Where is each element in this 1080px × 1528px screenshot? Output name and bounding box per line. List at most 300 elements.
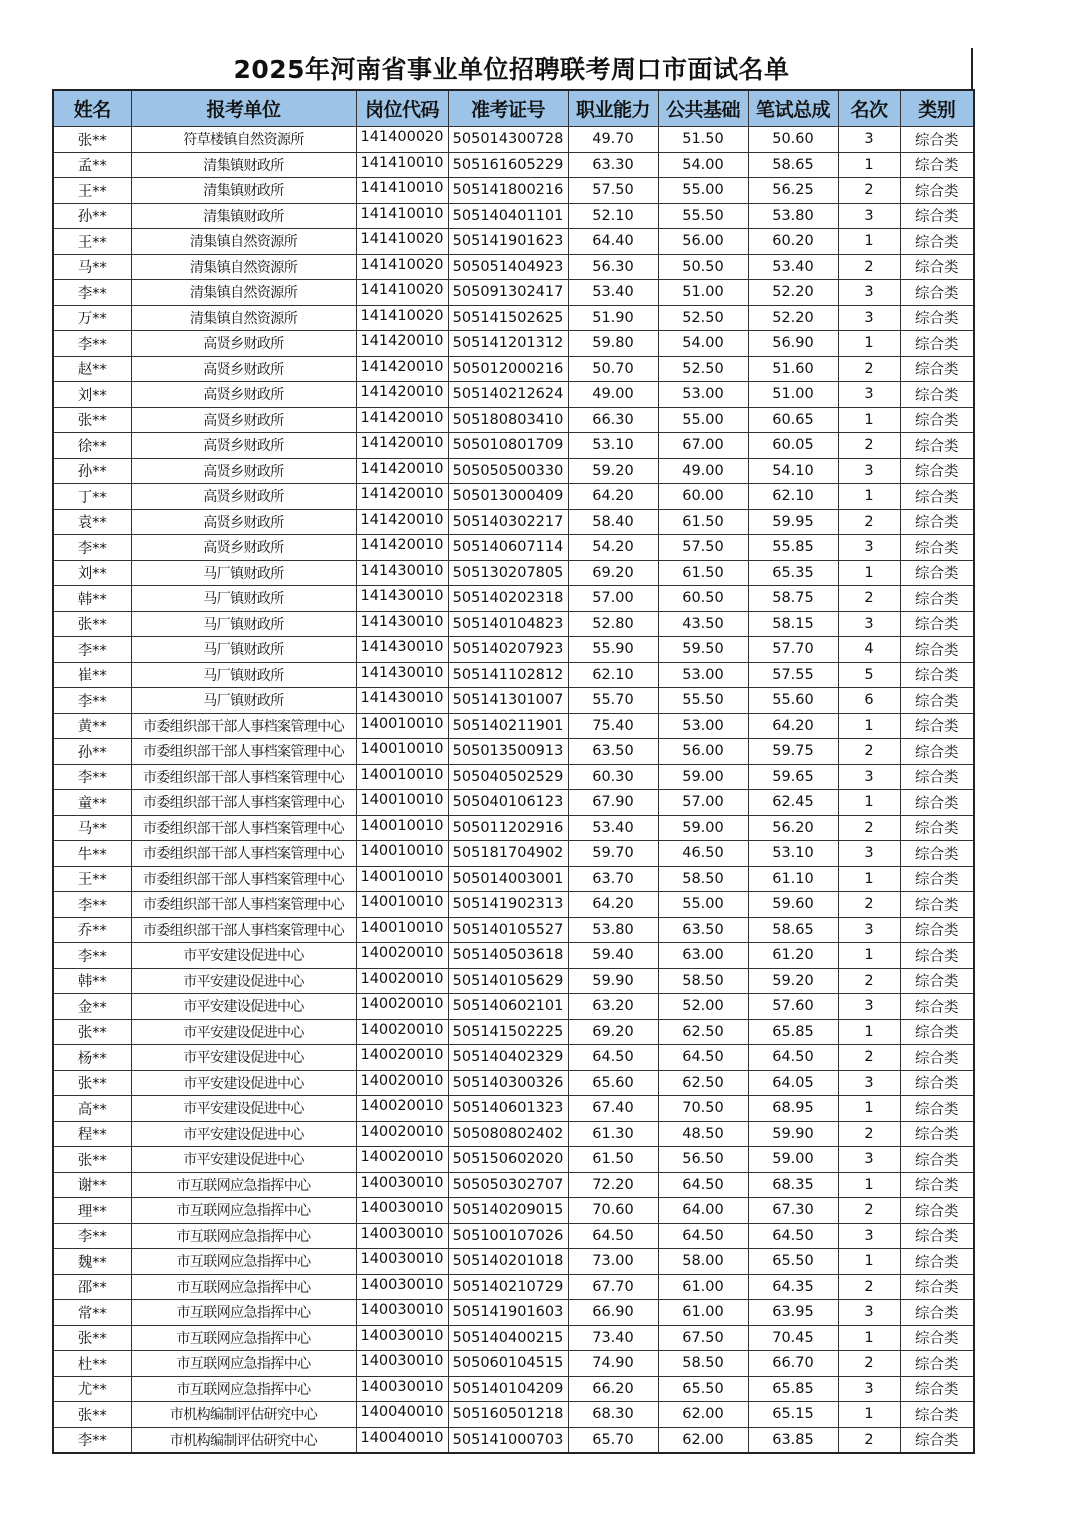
cell-total-score: 59.20 bbox=[748, 968, 838, 994]
cell-aptitude-score: 69.20 bbox=[568, 1019, 658, 1045]
cell-ticket-number: 505140207923 bbox=[448, 637, 568, 663]
cell-ticket-number: 505040502529 bbox=[448, 764, 568, 790]
cell-aptitude-score: 50.70 bbox=[568, 356, 658, 382]
cell-basics-score: 48.50 bbox=[658, 1121, 748, 1147]
table-row bbox=[53, 1402, 974, 1428]
cell-total-score: 65.15 bbox=[748, 1402, 838, 1428]
cell-ticket-number: 505140400215 bbox=[448, 1325, 568, 1351]
cell-post-code: 141420010 bbox=[356, 433, 448, 459]
cell-post-code: 141420010 bbox=[356, 484, 448, 510]
cell-total-score: 61.20 bbox=[748, 943, 838, 969]
table-row bbox=[53, 1147, 974, 1173]
header-total-score: 笔试总成 bbox=[748, 90, 838, 127]
cell-rank: 1 bbox=[838, 407, 900, 433]
cell-aptitude-score: 53.80 bbox=[568, 917, 658, 943]
cell-rank: 1 bbox=[838, 560, 900, 586]
cell-rank: 3 bbox=[838, 1376, 900, 1402]
cell-unit: 市委组织部干部人事档案管理中心 bbox=[131, 790, 356, 816]
cell-category: 综合类 bbox=[900, 407, 974, 433]
header-basics-score: 公共基础 bbox=[658, 90, 748, 127]
cell-basics-score: 60.50 bbox=[658, 586, 748, 612]
cell-total-score: 53.10 bbox=[748, 841, 838, 867]
cell-post-code: 141420010 bbox=[356, 382, 448, 408]
cell-category: 综合类 bbox=[900, 688, 974, 714]
cell-aptitude-score: 61.30 bbox=[568, 1121, 658, 1147]
cell-unit: 清集镇自然资源所 bbox=[131, 305, 356, 331]
cell-ticket-number: 505141800216 bbox=[448, 178, 568, 204]
cell-category: 综合类 bbox=[900, 535, 974, 561]
cell-name: 李** bbox=[53, 1223, 131, 1249]
cell-unit: 市互联网应急指挥中心 bbox=[131, 1249, 356, 1275]
cell-total-score: 65.35 bbox=[748, 560, 838, 586]
cell-name: 刘** bbox=[53, 560, 131, 586]
cell-ticket-number: 505051404923 bbox=[448, 254, 568, 280]
cell-unit: 清集镇财政所 bbox=[131, 178, 356, 204]
cell-name: 邵** bbox=[53, 1274, 131, 1300]
cell-ticket-number: 505140212624 bbox=[448, 382, 568, 408]
cell-name: 孟** bbox=[53, 152, 131, 178]
cell-post-code: 140010010 bbox=[356, 841, 448, 867]
cell-ticket-number: 505140602101 bbox=[448, 994, 568, 1020]
cell-aptitude-score: 59.90 bbox=[568, 968, 658, 994]
cell-aptitude-score: 66.20 bbox=[568, 1376, 658, 1402]
cell-post-code: 140030010 bbox=[356, 1351, 448, 1377]
table-row bbox=[53, 637, 974, 663]
cell-unit: 马厂镇财政所 bbox=[131, 662, 356, 688]
cell-post-code: 140020010 bbox=[356, 1070, 448, 1096]
cell-unit: 马厂镇财政所 bbox=[131, 586, 356, 612]
table-row bbox=[53, 1019, 974, 1045]
cell-total-score: 64.50 bbox=[748, 1223, 838, 1249]
cell-basics-score: 64.00 bbox=[658, 1198, 748, 1224]
cell-rank: 2 bbox=[838, 1045, 900, 1071]
cell-ticket-number: 505100107026 bbox=[448, 1223, 568, 1249]
cell-category: 综合类 bbox=[900, 178, 974, 204]
cell-name: 李** bbox=[53, 1427, 131, 1453]
cell-rank: 3 bbox=[838, 1070, 900, 1096]
cell-basics-score: 53.00 bbox=[658, 713, 748, 739]
cell-aptitude-score: 58.40 bbox=[568, 509, 658, 535]
cell-total-score: 59.90 bbox=[748, 1121, 838, 1147]
cell-unit: 市平安建设促进中心 bbox=[131, 1070, 356, 1096]
cell-category: 综合类 bbox=[900, 1376, 974, 1402]
cell-post-code: 141430010 bbox=[356, 611, 448, 637]
cell-unit: 市互联网应急指挥中心 bbox=[131, 1274, 356, 1300]
cell-category: 综合类 bbox=[900, 1325, 974, 1351]
cell-rank: 1 bbox=[838, 1019, 900, 1045]
cell-rank: 3 bbox=[838, 1147, 900, 1173]
cell-unit: 市互联网应急指挥中心 bbox=[131, 1223, 356, 1249]
cell-basics-score: 61.50 bbox=[658, 560, 748, 586]
cell-total-score: 64.20 bbox=[748, 713, 838, 739]
cell-category: 综合类 bbox=[900, 815, 974, 841]
table-row bbox=[53, 1376, 974, 1402]
cell-post-code: 140020010 bbox=[356, 1096, 448, 1122]
table-row bbox=[53, 509, 974, 535]
cell-unit: 市平安建设促进中心 bbox=[131, 994, 356, 1020]
cell-unit: 清集镇自然资源所 bbox=[131, 280, 356, 306]
cell-unit: 市委组织部干部人事档案管理中心 bbox=[131, 866, 356, 892]
cell-ticket-number: 505141502225 bbox=[448, 1019, 568, 1045]
table-row bbox=[53, 535, 974, 561]
cell-post-code: 141420010 bbox=[356, 458, 448, 484]
interview-table bbox=[52, 89, 975, 1454]
cell-basics-score: 70.50 bbox=[658, 1096, 748, 1122]
cell-post-code: 141410020 bbox=[356, 305, 448, 331]
table-row bbox=[53, 688, 974, 714]
cell-category: 综合类 bbox=[900, 458, 974, 484]
table-row bbox=[53, 892, 974, 918]
cell-rank: 2 bbox=[838, 1351, 900, 1377]
cell-rank: 1 bbox=[838, 713, 900, 739]
cell-rank: 2 bbox=[838, 586, 900, 612]
cell-post-code: 140020010 bbox=[356, 943, 448, 969]
cell-ticket-number: 505161605229 bbox=[448, 152, 568, 178]
cell-rank: 3 bbox=[838, 535, 900, 561]
cell-ticket-number: 505013500913 bbox=[448, 739, 568, 765]
cell-total-score: 53.40 bbox=[748, 254, 838, 280]
cell-name: 理** bbox=[53, 1198, 131, 1224]
cell-post-code: 140030010 bbox=[356, 1198, 448, 1224]
cell-rank: 1 bbox=[838, 229, 900, 255]
cell-rank: 2 bbox=[838, 968, 900, 994]
cell-category: 综合类 bbox=[900, 1402, 974, 1428]
cell-ticket-number: 505140209015 bbox=[448, 1198, 568, 1224]
cell-rank: 1 bbox=[838, 152, 900, 178]
cell-basics-score: 62.50 bbox=[658, 1019, 748, 1045]
cell-rank: 3 bbox=[838, 764, 900, 790]
cell-basics-score: 54.00 bbox=[658, 152, 748, 178]
cell-aptitude-score: 49.70 bbox=[568, 127, 658, 153]
cell-post-code: 140030010 bbox=[356, 1274, 448, 1300]
cell-name: 李** bbox=[53, 892, 131, 918]
cell-rank: 5 bbox=[838, 662, 900, 688]
cell-name: 张** bbox=[53, 1402, 131, 1428]
cell-unit: 马厂镇财政所 bbox=[131, 688, 356, 714]
cell-basics-score: 51.50 bbox=[658, 127, 748, 153]
cell-name: 程** bbox=[53, 1121, 131, 1147]
cell-post-code: 140030010 bbox=[356, 1223, 448, 1249]
cell-total-score: 56.90 bbox=[748, 331, 838, 357]
cell-name: 王** bbox=[53, 178, 131, 204]
cell-post-code: 140020010 bbox=[356, 1121, 448, 1147]
cell-post-code: 140020010 bbox=[356, 994, 448, 1020]
cell-ticket-number: 505141201312 bbox=[448, 331, 568, 357]
cell-aptitude-score: 63.30 bbox=[568, 152, 658, 178]
cell-basics-score: 64.50 bbox=[658, 1045, 748, 1071]
cell-name: 尤** bbox=[53, 1376, 131, 1402]
cell-basics-score: 65.50 bbox=[658, 1376, 748, 1402]
cell-name: 韩** bbox=[53, 968, 131, 994]
table-row bbox=[53, 739, 974, 765]
cell-unit: 高贤乡财政所 bbox=[131, 484, 356, 510]
cell-total-score: 63.95 bbox=[748, 1300, 838, 1326]
cell-rank: 3 bbox=[838, 127, 900, 153]
cell-total-score: 50.60 bbox=[748, 127, 838, 153]
cell-basics-score: 64.50 bbox=[658, 1172, 748, 1198]
cell-total-score: 58.65 bbox=[748, 917, 838, 943]
cell-ticket-number: 505150602020 bbox=[448, 1147, 568, 1173]
cell-unit: 马厂镇财政所 bbox=[131, 611, 356, 637]
cell-total-score: 57.55 bbox=[748, 662, 838, 688]
table-row bbox=[53, 356, 974, 382]
cell-category: 综合类 bbox=[900, 203, 974, 229]
cell-ticket-number: 505050500330 bbox=[448, 458, 568, 484]
cell-ticket-number: 505140202318 bbox=[448, 586, 568, 612]
cell-basics-score: 55.50 bbox=[658, 203, 748, 229]
cell-ticket-number: 505040106123 bbox=[448, 790, 568, 816]
cell-aptitude-score: 75.40 bbox=[568, 713, 658, 739]
cell-unit: 马厂镇财政所 bbox=[131, 560, 356, 586]
cell-ticket-number: 505141502625 bbox=[448, 305, 568, 331]
cell-name: 张** bbox=[53, 1147, 131, 1173]
cell-rank: 1 bbox=[838, 331, 900, 357]
table-row bbox=[53, 611, 974, 637]
header-ticket-number: 准考证号 bbox=[448, 90, 568, 127]
table-row bbox=[53, 1223, 974, 1249]
cell-aptitude-score: 52.80 bbox=[568, 611, 658, 637]
cell-name: 张** bbox=[53, 127, 131, 153]
cell-ticket-number: 505141901623 bbox=[448, 229, 568, 255]
table-row bbox=[53, 917, 974, 943]
cell-ticket-number: 505013000409 bbox=[448, 484, 568, 510]
table-body bbox=[53, 127, 974, 1454]
cell-rank: 2 bbox=[838, 815, 900, 841]
cell-total-score: 64.35 bbox=[748, 1274, 838, 1300]
cell-post-code: 140020010 bbox=[356, 1147, 448, 1173]
cell-rank: 3 bbox=[838, 1300, 900, 1326]
cell-basics-score: 61.00 bbox=[658, 1274, 748, 1300]
cell-basics-score: 53.00 bbox=[658, 662, 748, 688]
cell-category: 综合类 bbox=[900, 1198, 974, 1224]
cell-aptitude-score: 66.90 bbox=[568, 1300, 658, 1326]
header-category: 类别 bbox=[900, 90, 974, 127]
cell-aptitude-score: 66.30 bbox=[568, 407, 658, 433]
cell-name: 杨** bbox=[53, 1045, 131, 1071]
cell-category: 综合类 bbox=[900, 127, 974, 153]
cell-post-code: 140030010 bbox=[356, 1249, 448, 1275]
table-row bbox=[53, 815, 974, 841]
cell-category: 综合类 bbox=[900, 382, 974, 408]
table-row bbox=[53, 152, 974, 178]
cell-name: 黄** bbox=[53, 713, 131, 739]
cell-aptitude-score: 53.40 bbox=[568, 280, 658, 306]
cell-category: 综合类 bbox=[900, 790, 974, 816]
cell-basics-score: 61.00 bbox=[658, 1300, 748, 1326]
cell-post-code: 141430010 bbox=[356, 586, 448, 612]
table-row bbox=[53, 433, 974, 459]
cell-aptitude-score: 60.30 bbox=[568, 764, 658, 790]
cell-rank: 2 bbox=[838, 1198, 900, 1224]
cell-rank: 2 bbox=[838, 1427, 900, 1453]
cell-ticket-number: 505014300728 bbox=[448, 127, 568, 153]
table-row bbox=[53, 127, 974, 153]
cell-ticket-number: 505140105527 bbox=[448, 917, 568, 943]
cell-aptitude-score: 55.70 bbox=[568, 688, 658, 714]
table-row bbox=[53, 229, 974, 255]
cell-basics-score: 67.50 bbox=[658, 1325, 748, 1351]
cell-post-code: 140010010 bbox=[356, 815, 448, 841]
cell-unit: 市平安建设促进中心 bbox=[131, 1045, 356, 1071]
table-row bbox=[53, 331, 974, 357]
cell-aptitude-score: 56.30 bbox=[568, 254, 658, 280]
cell-aptitude-score: 59.40 bbox=[568, 943, 658, 969]
cell-total-score: 59.60 bbox=[748, 892, 838, 918]
cell-name: 万** bbox=[53, 305, 131, 331]
cell-total-score: 67.30 bbox=[748, 1198, 838, 1224]
table-row bbox=[53, 458, 974, 484]
cell-basics-score: 62.00 bbox=[658, 1427, 748, 1453]
cell-post-code: 140040010 bbox=[356, 1402, 448, 1428]
cell-aptitude-score: 64.40 bbox=[568, 229, 658, 255]
cell-total-score: 58.65 bbox=[748, 152, 838, 178]
cell-name: 袁** bbox=[53, 509, 131, 535]
cell-unit: 清集镇财政所 bbox=[131, 203, 356, 229]
cell-category: 综合类 bbox=[900, 586, 974, 612]
cell-ticket-number: 505050302707 bbox=[448, 1172, 568, 1198]
cell-ticket-number: 505014003001 bbox=[448, 866, 568, 892]
cell-category: 综合类 bbox=[900, 637, 974, 663]
cell-unit: 市平安建设促进中心 bbox=[131, 1019, 356, 1045]
cell-rank: 2 bbox=[838, 739, 900, 765]
table-row bbox=[53, 305, 974, 331]
cell-total-score: 55.60 bbox=[748, 688, 838, 714]
cell-unit: 高贤乡财政所 bbox=[131, 356, 356, 382]
cell-post-code: 141410010 bbox=[356, 178, 448, 204]
table-row bbox=[53, 484, 974, 510]
cell-total-score: 51.00 bbox=[748, 382, 838, 408]
cell-basics-score: 52.00 bbox=[658, 994, 748, 1020]
cell-basics-score: 60.00 bbox=[658, 484, 748, 510]
cell-basics-score: 46.50 bbox=[658, 841, 748, 867]
cell-rank: 3 bbox=[838, 917, 900, 943]
cell-rank: 1 bbox=[838, 1172, 900, 1198]
cell-ticket-number: 505141902313 bbox=[448, 892, 568, 918]
cell-ticket-number: 505140601323 bbox=[448, 1096, 568, 1122]
cell-unit: 符草楼镇自然资源所 bbox=[131, 127, 356, 153]
cell-rank: 2 bbox=[838, 178, 900, 204]
cell-name: 崔** bbox=[53, 662, 131, 688]
cell-unit: 市委组织部干部人事档案管理中心 bbox=[131, 892, 356, 918]
cell-category: 综合类 bbox=[900, 356, 974, 382]
cell-aptitude-score: 73.40 bbox=[568, 1325, 658, 1351]
cell-rank: 1 bbox=[838, 1249, 900, 1275]
cell-rank: 1 bbox=[838, 790, 900, 816]
cell-ticket-number: 505080802402 bbox=[448, 1121, 568, 1147]
cell-aptitude-score: 64.20 bbox=[568, 484, 658, 510]
cell-ticket-number: 505141000703 bbox=[448, 1427, 568, 1453]
cell-category: 综合类 bbox=[900, 254, 974, 280]
table-row bbox=[53, 560, 974, 586]
cell-ticket-number: 505011202916 bbox=[448, 815, 568, 841]
cell-category: 综合类 bbox=[900, 1121, 974, 1147]
cell-ticket-number: 505140105629 bbox=[448, 968, 568, 994]
cell-post-code: 140010010 bbox=[356, 739, 448, 765]
cell-post-code: 140030010 bbox=[356, 1172, 448, 1198]
cell-rank: 2 bbox=[838, 1274, 900, 1300]
cell-ticket-number: 505012000216 bbox=[448, 356, 568, 382]
cell-rank: 3 bbox=[838, 203, 900, 229]
cell-category: 综合类 bbox=[900, 1019, 974, 1045]
cell-post-code: 141430010 bbox=[356, 637, 448, 663]
cell-ticket-number: 505160501218 bbox=[448, 1402, 568, 1428]
cell-category: 综合类 bbox=[900, 484, 974, 510]
cell-basics-score: 63.50 bbox=[658, 917, 748, 943]
cell-rank: 1 bbox=[838, 1325, 900, 1351]
cell-post-code: 140020010 bbox=[356, 968, 448, 994]
cell-basics-score: 53.00 bbox=[658, 382, 748, 408]
cell-category: 综合类 bbox=[900, 943, 974, 969]
cell-category: 综合类 bbox=[900, 866, 974, 892]
cell-post-code: 140030010 bbox=[356, 1300, 448, 1326]
cell-category: 综合类 bbox=[900, 713, 974, 739]
cell-basics-score: 50.50 bbox=[658, 254, 748, 280]
cell-aptitude-score: 51.90 bbox=[568, 305, 658, 331]
cell-category: 综合类 bbox=[900, 1172, 974, 1198]
table-row bbox=[53, 994, 974, 1020]
cell-post-code: 141430010 bbox=[356, 688, 448, 714]
cell-basics-score: 67.00 bbox=[658, 433, 748, 459]
cell-total-score: 60.65 bbox=[748, 407, 838, 433]
cell-total-score: 56.20 bbox=[748, 815, 838, 841]
cell-total-score: 51.60 bbox=[748, 356, 838, 382]
cell-post-code: 141410010 bbox=[356, 203, 448, 229]
cell-unit: 市互联网应急指挥中心 bbox=[131, 1325, 356, 1351]
cell-basics-score: 58.50 bbox=[658, 866, 748, 892]
cell-aptitude-score: 72.20 bbox=[568, 1172, 658, 1198]
cell-aptitude-score: 59.70 bbox=[568, 841, 658, 867]
table-row bbox=[53, 1249, 974, 1275]
header-post-code: 岗位代码 bbox=[356, 90, 448, 127]
cell-post-code: 140010010 bbox=[356, 917, 448, 943]
cell-category: 综合类 bbox=[900, 968, 974, 994]
cell-total-score: 53.80 bbox=[748, 203, 838, 229]
cell-aptitude-score: 64.20 bbox=[568, 892, 658, 918]
cell-name: 孙** bbox=[53, 458, 131, 484]
cell-post-code: 140010010 bbox=[356, 764, 448, 790]
cell-category: 综合类 bbox=[900, 1070, 974, 1096]
cell-unit: 市委组织部干部人事档案管理中心 bbox=[131, 739, 356, 765]
cell-unit: 市委组织部干部人事档案管理中心 bbox=[131, 815, 356, 841]
cell-total-score: 60.20 bbox=[748, 229, 838, 255]
cell-ticket-number: 505140210729 bbox=[448, 1274, 568, 1300]
cell-aptitude-score: 63.20 bbox=[568, 994, 658, 1020]
cell-rank: 1 bbox=[838, 1096, 900, 1122]
cell-aptitude-score: 57.50 bbox=[568, 178, 658, 204]
cell-category: 综合类 bbox=[900, 280, 974, 306]
cell-ticket-number: 505091302417 bbox=[448, 280, 568, 306]
cell-category: 综合类 bbox=[900, 229, 974, 255]
cell-rank: 3 bbox=[838, 611, 900, 637]
cell-name: 李** bbox=[53, 331, 131, 357]
table-row bbox=[53, 1198, 974, 1224]
cell-ticket-number: 505140211901 bbox=[448, 713, 568, 739]
cell-aptitude-score: 54.20 bbox=[568, 535, 658, 561]
cell-total-score: 63.85 bbox=[748, 1427, 838, 1453]
cell-unit: 高贤乡财政所 bbox=[131, 458, 356, 484]
cell-name: 孙** bbox=[53, 739, 131, 765]
cell-total-score: 62.10 bbox=[748, 484, 838, 510]
table-row bbox=[53, 1427, 974, 1453]
cell-basics-score: 62.50 bbox=[658, 1070, 748, 1096]
cell-name: 赵** bbox=[53, 356, 131, 382]
cell-rank: 1 bbox=[838, 1402, 900, 1428]
cell-rank: 3 bbox=[838, 841, 900, 867]
cell-name: 韩** bbox=[53, 586, 131, 612]
cell-name: 乔** bbox=[53, 917, 131, 943]
cell-post-code: 140030010 bbox=[356, 1376, 448, 1402]
cell-total-score: 65.50 bbox=[748, 1249, 838, 1275]
